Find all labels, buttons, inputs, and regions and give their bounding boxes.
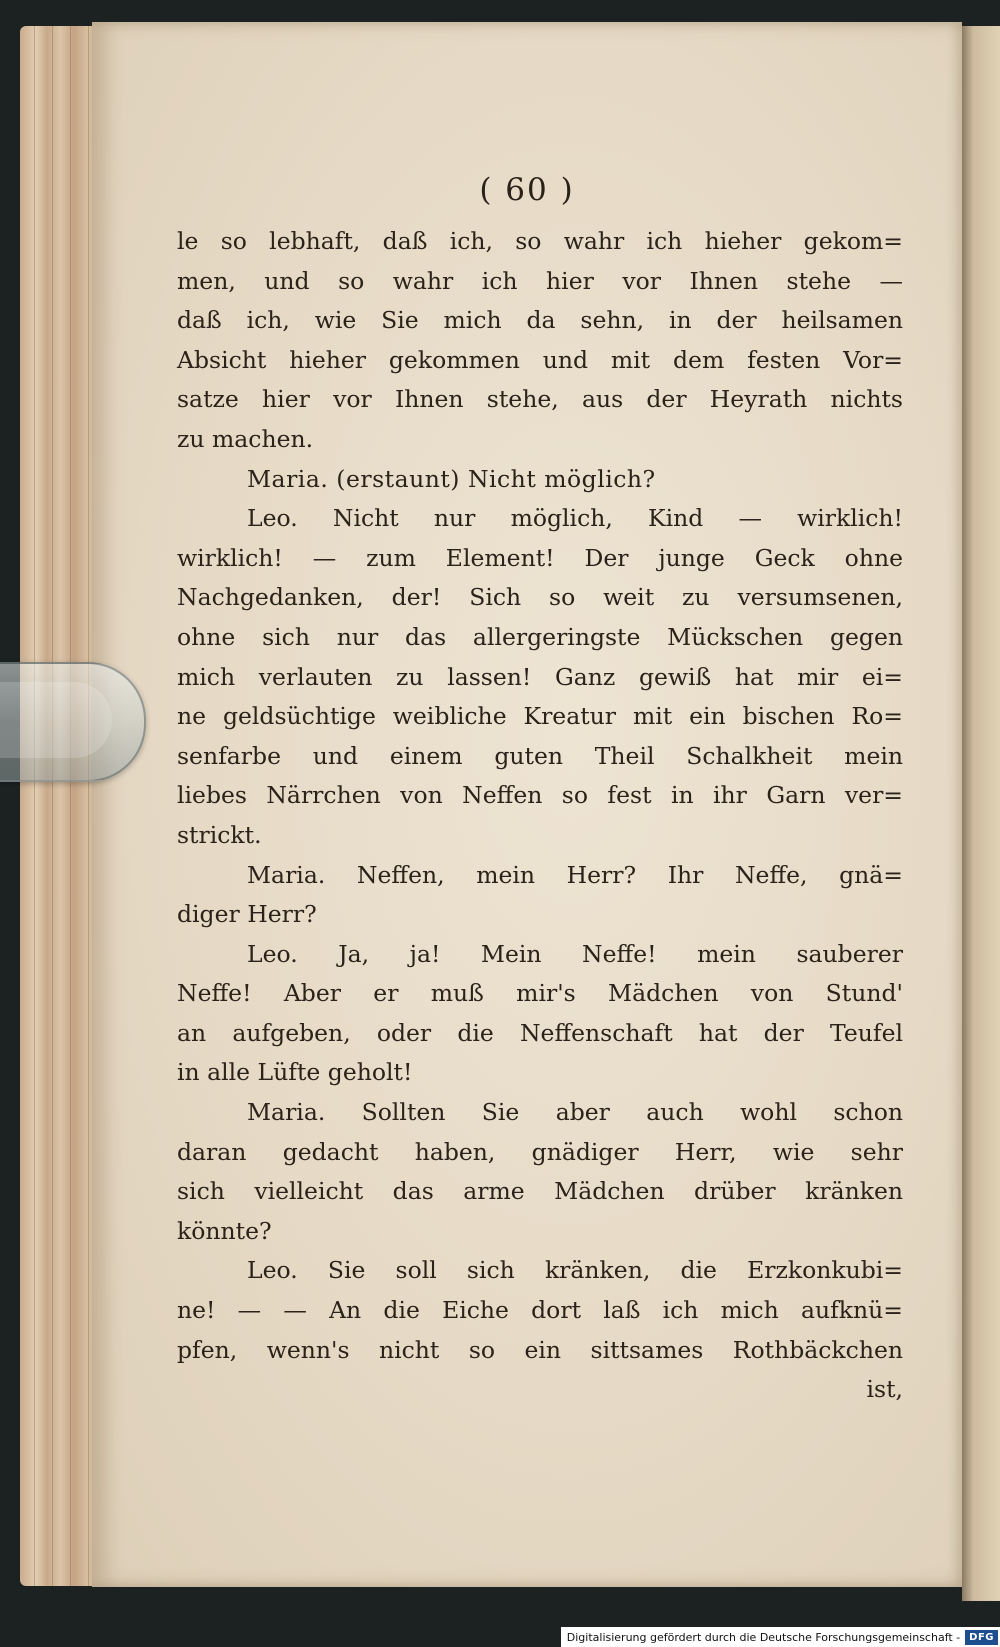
text-line: pfen, wenn's nicht so ein sittsames Rothbäckchen <box>177 1335 903 1364</box>
dialogue-line: Leo. Ja, ja! Mein Neffe! mein sauberer <box>247 939 903 968</box>
text-line: ohne sich nur das allergeringste Mückschen gegen <box>177 622 903 651</box>
page-edge-line <box>88 26 89 1586</box>
text-line: daß ich, wie Sie mich da sehn, in der heilsamen <box>177 306 903 335</box>
digitization-footer <box>561 1627 1000 1647</box>
text-line: mich verlauten zu lassen! Ganz gewiß hat mir ei= <box>177 662 903 691</box>
text-line: liebes Närrchen von Neffen so fest in ihr Garn ver= <box>177 781 903 810</box>
dialogue-line: Maria. Sollten Sie aber auch wohl schon <box>247 1098 903 1127</box>
footer-credit: Digitalisierung gefördert durch die Deutsche Forschungsgemeinschaft - <box>566 1630 961 1644</box>
text-line: men, und so wahr ich hier vor Ihnen stehe — <box>177 266 903 295</box>
text-line: zu machen. <box>177 424 314 453</box>
page-edge-line <box>70 26 71 1586</box>
text-line: strickt. <box>177 820 262 849</box>
text-line: Neffe! Aber er muß mir's Mädchen von Stund' <box>177 979 903 1008</box>
text-line: daran gedacht haben, gnädiger Herr, wie sehr <box>177 1137 903 1166</box>
dialogue-line: Leo. Nicht nur möglich, Kind — wirklich! <box>247 504 903 533</box>
plastic-page-clip <box>0 662 146 782</box>
text-line: an aufgeben, oder die Neffenschaft hat der Teufel <box>177 1018 903 1047</box>
clip-highlight <box>0 682 112 758</box>
text-line: ne! — — An die Eiche dort laß ich mich aufknü= <box>177 1296 903 1325</box>
text-line: ne geldsüchtige weibliche Kreatur mit ein bischen Ro= <box>177 702 903 731</box>
text-line: diger Herr? <box>177 900 317 929</box>
page-edge-line <box>52 26 53 1586</box>
text-line: senfarbe und einem guten Theil Schalkheit mein <box>177 741 903 770</box>
text-line: Nachgedanken, der! Sich so weit zu versumsenen, <box>177 583 903 612</box>
text-line: wirklich! — zum Element! Der junge Geck ohne <box>177 543 903 572</box>
dialogue-line: Maria. (erstaunt) Nicht möglich? <box>247 464 656 493</box>
dialogue-line: Leo. Sie soll sich kränken, die Erzkonkubi= <box>247 1256 903 1285</box>
text-line: satze hier vor Ihnen stehe, aus der Heyrath nichts <box>177 385 903 414</box>
dfg-logo-icon: DFG <box>965 1630 998 1645</box>
page-text <box>177 222 903 1410</box>
page-edge-line <box>34 26 35 1586</box>
catchword: ist, <box>866 1375 903 1404</box>
page-number: ( 60 ) <box>479 172 575 208</box>
text-line: in alle Lüfte geholt! <box>177 1058 413 1087</box>
text-line: könnte? <box>177 1216 272 1245</box>
next-page-edge <box>962 26 1000 1601</box>
text-line: sich vielleicht das arme Mädchen drüber kränken <box>177 1177 903 1206</box>
dialogue-line: Maria. Neffen, mein Herr? Ihr Neffe, gnä= <box>247 860 903 889</box>
text-line: Absicht hieher gekommen und mit dem festen Vor= <box>177 345 903 374</box>
text-line: le so lebhaft, daß ich, so wahr ich hieher gekom= <box>177 227 903 255</box>
